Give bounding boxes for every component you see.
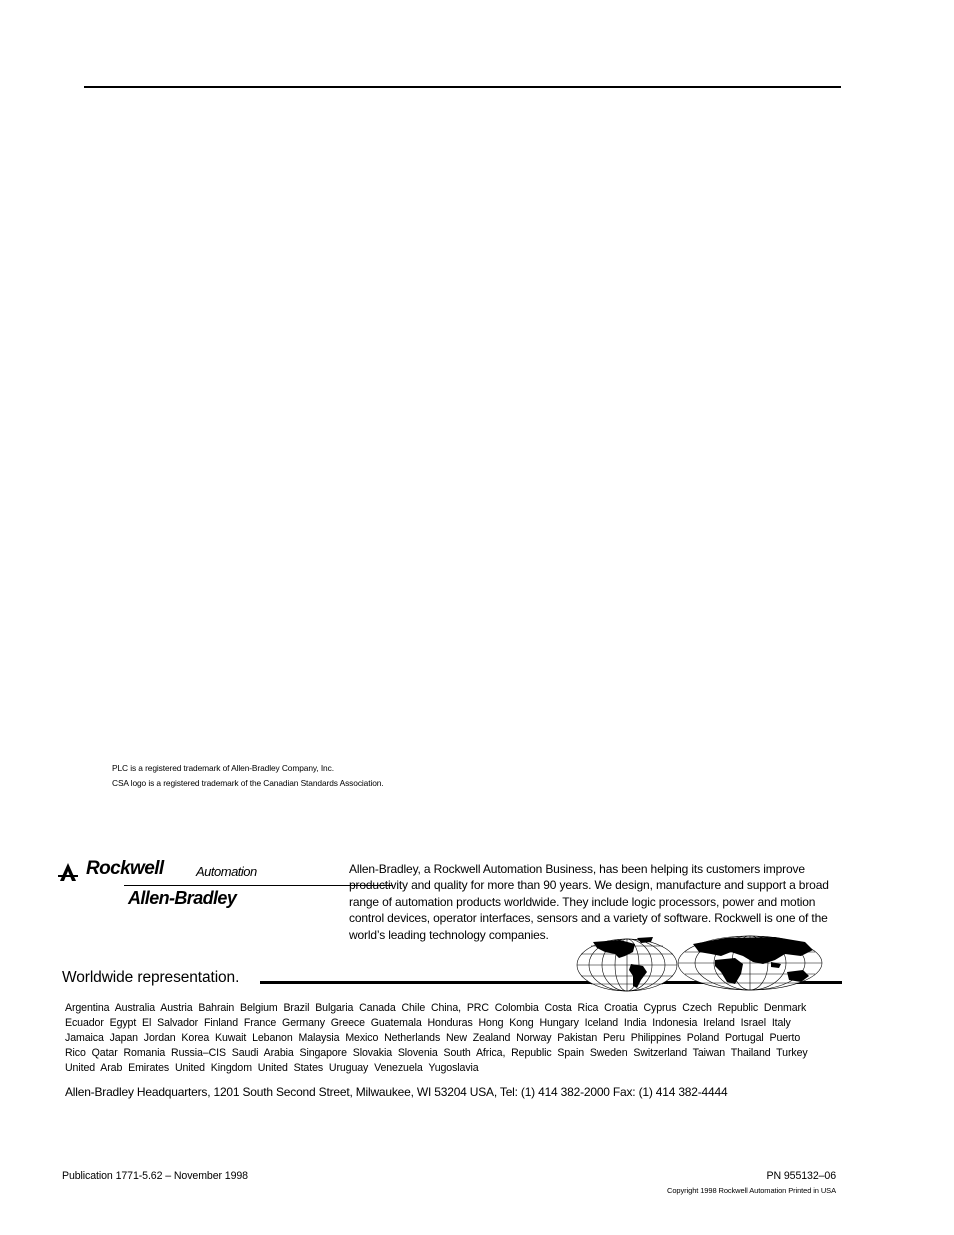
- trademark-notices: [112, 761, 384, 791]
- about-paragraph: [349, 861, 839, 943]
- about-line: control devices, operator interfaces, sensors and a variety of software. Rockwell is one of the: [349, 911, 828, 926]
- publication-number: Publication 1771-5.62 – November 1998: [62, 1170, 248, 1182]
- about-line: range of automation products worldwide. They include logic processors, power and motion: [349, 894, 816, 909]
- rockwell-logo: [56, 858, 338, 918]
- trademark-csa: CSA logo is a registered trademark of the Canadian Standards Association.: [112, 778, 384, 788]
- worldwide-heading: Worldwide representation.: [62, 969, 240, 986]
- top-rule: [84, 86, 841, 88]
- country-line: United Arab Emirates United Kingdom United States Uruguay Venezuela Yugoslavia: [65, 1062, 479, 1074]
- country-line: Ecuador Egypt El Salvador Finland France Germany Greece Guatemala Honduras Hong Kong Hungary Iceland India Indonesia Ireland Israel Italy: [65, 1017, 791, 1029]
- about-line: productivity and quality for more than 90 years. We design, manufacture and support a broad: [349, 878, 829, 893]
- headquarters-address: Allen-Bradley Headquarters, 1201 South Second Street, Milwaukee, WI 53204 USA, Tel: (1) 414 382-2000 Fax: (1) 414 382-4444: [65, 1085, 728, 1099]
- world-map-globes-icon: [575, 934, 825, 992]
- copyright-notice: Copyright 1998 Rockwell Automation Printed in USA: [667, 1186, 836, 1195]
- country-list: [65, 1001, 840, 1076]
- part-number: PN 955132–06: [766, 1170, 836, 1182]
- about-line: Allen-Bradley, a Rockwell Automation Business, has been helping its customers improve: [349, 862, 805, 876]
- trademark-plc: PLC is a registered trademark of Allen-Bradley Company, Inc.: [112, 763, 334, 773]
- rockwell-wordmark: Rockwell: [86, 858, 164, 879]
- rockwell-mark-icon: [56, 861, 80, 885]
- country-line: Rico Qatar Romania Russia–CIS Saudi Arabia Singapore Slovakia Slovenia South Africa, Republic Spain Sweden Switzerland Taiwan Thailand Turkey: [65, 1047, 808, 1059]
- allen-bradley-wordmark: Allen-Bradley: [128, 888, 237, 908]
- about-line: world’s leading technology companies.: [349, 927, 549, 942]
- automation-wordmark: Automation: [196, 864, 257, 879]
- country-line: Argentina Australia Austria Bahrain Belgium Brazil Bulgaria Canada Chile China, PRC Colombia Costa Rica Croatia Cyprus Czech Republic Denmark: [65, 1002, 807, 1014]
- country-line: Jamaica Japan Jordan Korea Kuwait Lebanon Malaysia Mexico Netherlands New Zealand Norway Pakistan Peru Philippines Poland Portugal Puerto: [65, 1032, 801, 1044]
